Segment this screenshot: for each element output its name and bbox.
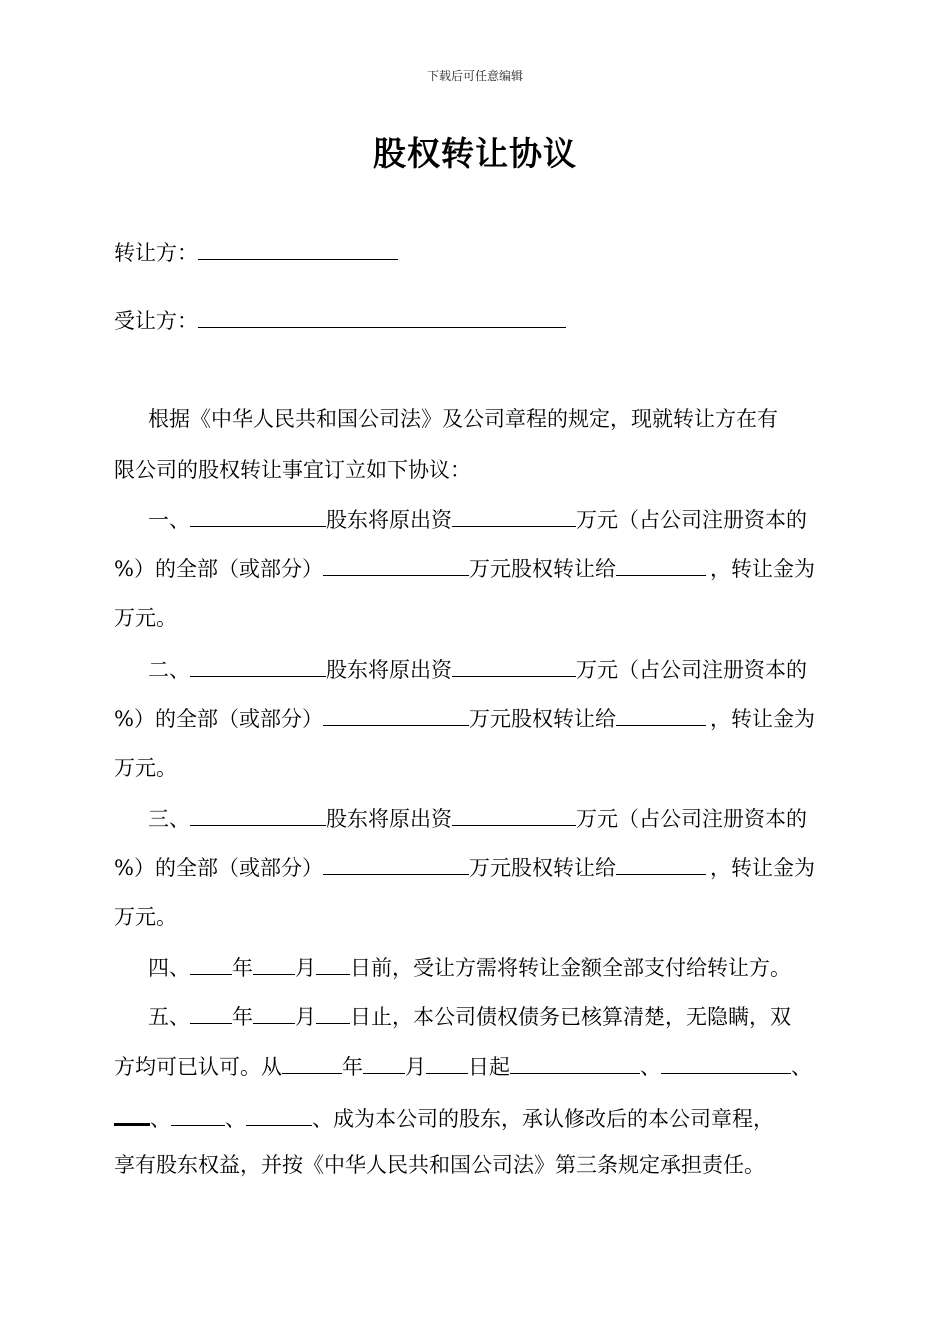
clause-3-line-3: 万元。 — [114, 905, 177, 929]
clause-text: 日止，本公司债权债务已核算清楚，无隐瞒，双 — [350, 1005, 791, 1029]
month-blank[interactable] — [253, 1001, 295, 1024]
clause-text: 方均可已认可。从 — [114, 1055, 282, 1079]
clause-text: 年 — [232, 956, 253, 980]
transferor-line — [114, 237, 398, 268]
separator: 、 — [640, 1055, 661, 1079]
shareholder-blank[interactable] — [510, 1051, 640, 1074]
clause-5-line-3 — [114, 1101, 774, 1134]
shareholder-blank[interactable] — [171, 1103, 225, 1126]
year-blank[interactable] — [190, 1001, 232, 1024]
recipient-blank[interactable] — [616, 852, 706, 875]
shareholder-blank[interactable] — [190, 504, 326, 527]
recipient-blank[interactable] — [616, 553, 706, 576]
shareholder-blank[interactable] — [661, 1051, 791, 1074]
clause-text: 股东将原出资 — [326, 508, 452, 532]
shareholder-blank[interactable] — [246, 1103, 312, 1126]
amount-blank[interactable] — [452, 504, 576, 527]
day-blank[interactable] — [316, 952, 350, 975]
clause-1-line-1 — [148, 504, 807, 535]
shareholder-blank[interactable] — [114, 1101, 150, 1126]
clause-number: 二、 — [148, 658, 190, 682]
document-title: 股权转让协议 — [373, 134, 577, 173]
amount-blank[interactable] — [452, 654, 576, 677]
clause-5-line-4: 享有股东权益，并按《中华人民共和国公司法》第三条规定承担责任。 — [114, 1153, 765, 1177]
clause-text: ，转让金为 — [709, 707, 815, 731]
separator: 、 — [791, 1055, 812, 1079]
clause-text: 年 — [342, 1055, 363, 1079]
clause-text: ，转让金为 — [709, 856, 815, 880]
clause-text: 月 — [295, 1005, 316, 1029]
separator: 、 — [150, 1107, 171, 1131]
clause-1-line-3: 万元。 — [114, 606, 177, 630]
clause-text: 股东将原出资 — [326, 658, 452, 682]
amount-blank[interactable] — [323, 703, 469, 726]
amount-blank[interactable] — [323, 553, 469, 576]
clause-text: 日起 — [468, 1055, 510, 1079]
clause-text: ，转让金为 — [709, 557, 815, 581]
clause-text: 月 — [405, 1055, 426, 1079]
intro-line-2: 限公司的股权转让事宜订立如下协议： — [114, 458, 471, 482]
separator: 、 — [225, 1107, 246, 1131]
amount-blank[interactable] — [323, 852, 469, 875]
clause-text: 万元股权转让给 — [468, 707, 616, 731]
clause-text: 万元（占公司注册资本的 — [576, 807, 807, 831]
clause-text: 股东将原出资 — [326, 807, 452, 831]
clause-4-line — [148, 952, 791, 983]
clause-number: 一、 — [148, 508, 190, 532]
clause-text: 万元股权转让给 — [468, 557, 616, 581]
transferee-line — [114, 305, 566, 336]
recipient-blank[interactable] — [616, 703, 706, 726]
clause-5-line-2 — [114, 1051, 812, 1082]
clause-number: 五、 — [148, 1005, 190, 1029]
transferor-blank[interactable] — [198, 237, 398, 260]
month-blank[interactable] — [363, 1051, 405, 1074]
clause-text: 万元（占公司注册资本的 — [576, 658, 807, 682]
clause-text: 、成为本公司的股东，承认修改后的本公司章程， — [312, 1107, 774, 1131]
clause-text: 万元（占公司注册资本的 — [576, 508, 807, 532]
day-blank[interactable] — [316, 1001, 350, 1024]
clause-text: 年 — [232, 1005, 253, 1029]
transferor-label: 转让方： — [114, 241, 198, 265]
clause-3-line-1 — [148, 803, 807, 834]
year-blank[interactable] — [282, 1051, 342, 1074]
clause-text: %）的全部（或部分） — [114, 707, 323, 731]
header-note: 下载后可任意编辑 — [426, 69, 523, 83]
month-blank[interactable] — [253, 952, 295, 975]
clause-number: 四、 — [148, 956, 190, 980]
clause-number: 三、 — [148, 807, 190, 831]
transferee-blank[interactable] — [198, 305, 566, 328]
clause-3-line-2 — [114, 852, 815, 883]
clause-2-line-1 — [148, 654, 807, 685]
transferee-label: 受让方： — [114, 309, 198, 333]
day-blank[interactable] — [426, 1051, 468, 1074]
clause-2-line-3: 万元。 — [114, 756, 177, 780]
shareholder-blank[interactable] — [190, 803, 326, 826]
intro-line-1: 根据《中华人民共和国公司法》及公司章程的规定，现就转让方在有 — [148, 407, 778, 431]
clause-5-line-1 — [148, 1001, 791, 1032]
year-blank[interactable] — [190, 952, 232, 975]
clause-1-line-2 — [114, 553, 815, 584]
clause-text: 万元股权转让给 — [468, 856, 616, 880]
amount-blank[interactable] — [452, 803, 576, 826]
clause-2-line-2 — [114, 703, 815, 734]
shareholder-blank[interactable] — [190, 654, 326, 677]
clause-text: %）的全部（或部分） — [114, 856, 323, 880]
clause-text: 月 — [295, 956, 316, 980]
clause-text: %）的全部（或部分） — [114, 557, 323, 581]
clause-text: 日前，受让方需将转让金额全部支付给转让方。 — [350, 956, 791, 980]
